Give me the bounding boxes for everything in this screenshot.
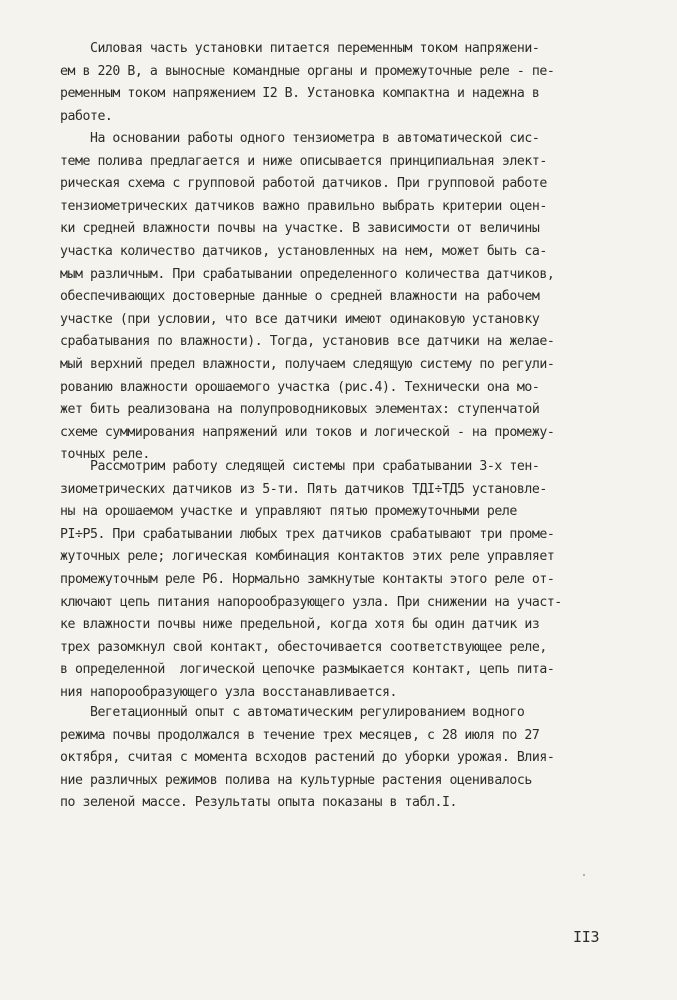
text-line: обеспечивающих достоверные данные о средней влажности на рабочем [60, 289, 540, 305]
paragraph-tracking-system [60, 456, 600, 705]
text-line: ременным током напряжением I2 В. Установка компактна и надежна в [60, 86, 540, 102]
text-line: по зеленой массе. Результаты опыта показаны в табл.I. [60, 795, 457, 811]
text-line: зиометрических датчиков из 5-ти. Пять датчиков ТДI÷ТД5 установле- [60, 481, 547, 497]
text-line: рическая схема с групповой работой датчиков. При групповой работе [60, 176, 547, 192]
text-line: тензиометрических датчиков важно правильно выбрать критерии оцен- [60, 198, 547, 214]
paragraph-power-supply [60, 38, 600, 128]
text-line: работе. [60, 108, 113, 124]
text-line: Вегетационный опыт с автоматическим регулированием водного [60, 705, 525, 720]
text-line: ние различных режимов полива на культурные растения оценивалось [60, 772, 532, 788]
text-line: рованию влажности орошаемого участка (рис.4). Технически она мо- [60, 379, 540, 395]
text-line: Силовая часть установки питается переменным током напряжени- [60, 41, 540, 56]
text-line: ем в 220 В, а выносные командные органы и промежуточные реле - пе- [60, 63, 555, 79]
text-line: срабатывания по влажности). Тогда, установив все датчики на желае- [60, 334, 555, 350]
text-line: схеме суммирования напряжений или токов и логической - на промежу- [60, 424, 555, 440]
text-line: ки средней влажности почвы на участке. В зависимости от величины [60, 221, 540, 237]
text-line: жет бить реализована на полупроводниковых элементах: ступенчатой [60, 402, 540, 418]
text-line: промежуточным реле Р6. Нормально замкнутые контакты этого реле от- [60, 571, 555, 587]
text-line: в определенной логической цепочке размыкается контакт, цепь пита- [60, 662, 555, 678]
text-line: участке (при условии, что все датчики имеют одинаковую установку [60, 311, 540, 327]
text-line: ния напорообразующего узла восстанавливается. [60, 684, 398, 700]
text-line: ключают цепь питания напорообразующего узла. При снижении на участ- [60, 594, 562, 610]
text-line: октября, считая с момента всходов растений до уборки урожая. Влия- [60, 750, 555, 766]
text-line: мый верхний предел влажности, получаем следящую систему по регули- [60, 356, 555, 372]
paragraph-group-sensors [60, 128, 600, 467]
text-line: мым различным. При срабатывании определенного количества датчиков, [60, 266, 555, 282]
paper-speck [583, 874, 585, 876]
text-line: ны на орошаемом участке и управляют пятью промежуточными реле [60, 504, 517, 520]
text-line: теме полива предлагается и ниже описывается принципиальная элект- [60, 153, 547, 169]
text-line: участка количество датчиков, установленных на нем, может быть са- [60, 243, 547, 259]
text-line: На основании работы одного тензиометра в автоматической сис- [60, 131, 540, 146]
paragraph-vegetation-experiment [60, 702, 600, 815]
page-number: II3 [573, 928, 600, 946]
text-line: Рассмотрим работу следящей системы при срабатывании 3-х тен- [60, 459, 540, 474]
text-line: ке влажности почвы ниже предельной, когда хотя бы один датчик из [60, 617, 540, 633]
text-line: точных реле. [60, 447, 150, 463]
text-line: трех разомкнул свой контакт, обесточивается соответствующее реле, [60, 639, 547, 655]
text-line: жуточных реле; логическая комбинация контактов этих реле управляет [60, 549, 555, 565]
text-line: режима почвы продолжался в течение трех месяцев, с 28 июля по 27 [60, 727, 540, 743]
text-line: PI÷P5. При срабатывании любых трех датчиков срабатывают три проме- [60, 526, 555, 542]
